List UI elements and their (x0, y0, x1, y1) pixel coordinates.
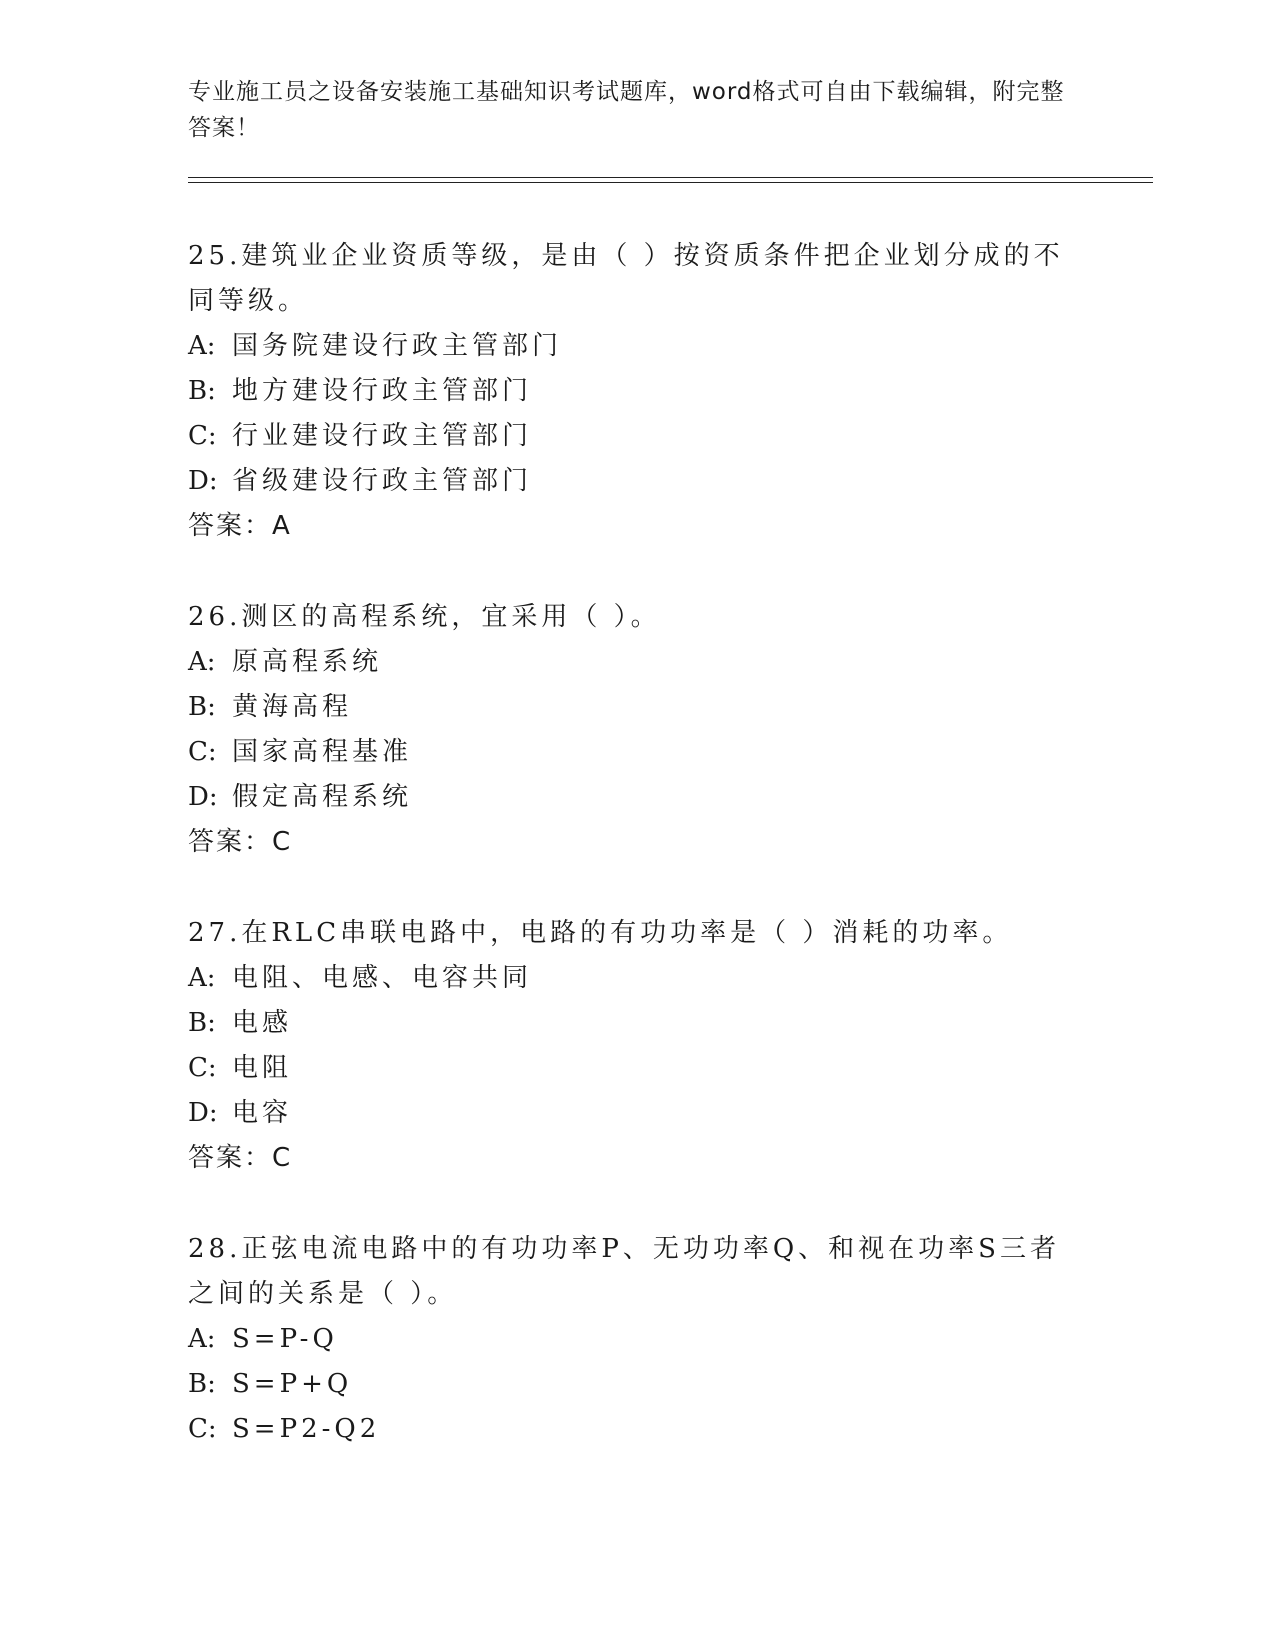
option-b (188, 1001, 1068, 1046)
question-list (188, 234, 1068, 1498)
option-letter: D: (188, 466, 218, 496)
option-text: 国务院建设行政主管部门 (232, 331, 563, 361)
option-a (188, 956, 1068, 1001)
option-text: 国家高程基准 (232, 737, 413, 767)
option-b (188, 369, 1068, 414)
option-text: S=P+Q (232, 1369, 353, 1399)
option-d (188, 1091, 1068, 1136)
question-stem: 27.在RLC串联电路中，电路的有功功率是（ ）消耗的功率。 (188, 918, 1013, 948)
option-letter: A: (188, 1324, 216, 1354)
question-25 (188, 234, 1068, 549)
option-text: 行业建设行政主管部门 (232, 421, 533, 451)
option-text: 电感 (232, 1008, 293, 1038)
answer-line: 答案：C (188, 827, 293, 857)
option-letter: B: (188, 1008, 216, 1038)
option-text: 电阻、电感、电容共同 (232, 963, 533, 993)
option-letter: C: (188, 1414, 217, 1444)
option-letter: B: (188, 1369, 216, 1399)
answer-line: 答案：A (188, 511, 292, 541)
document-header: 专业施工员之设备安装施工基础知识考试题库，word格式可自由下载编辑，附完整答案！ (188, 79, 1065, 141)
option-c (188, 1046, 1068, 1091)
option-a (188, 324, 1068, 369)
question-27 (188, 911, 1068, 1181)
option-text: 地方建设行政主管部门 (232, 376, 533, 406)
header-divider-top (188, 177, 1153, 178)
option-letter: B: (188, 692, 216, 722)
question-stem: 28.正弦电流电路中的有功功率P、无功功率Q、和视在功率S三者之间的关系是（ ）。 (188, 1234, 1060, 1309)
header-divider-bottom (188, 182, 1153, 183)
question-stem: 26.测区的高程系统，宜采用（ ）。 (188, 602, 661, 632)
option-d (188, 459, 1068, 504)
question-stem: 25.建筑业企业资质等级，是由（ ）按资质条件把企业划分成的不同等级。 (188, 241, 1064, 316)
option-c (188, 414, 1068, 459)
option-letter: C: (188, 1053, 217, 1083)
option-text: S=P2-Q2 (232, 1414, 381, 1444)
question-26 (188, 595, 1068, 865)
option-letter: D: (188, 1098, 218, 1128)
option-letter: C: (188, 737, 217, 767)
option-text: S=P-Q (232, 1324, 338, 1354)
option-text: 黄海高程 (232, 692, 353, 722)
option-text: 电容 (232, 1098, 293, 1128)
option-letter: A: (188, 963, 216, 993)
option-text: 省级建设行政主管部门 (232, 466, 533, 496)
option-a (188, 1317, 1068, 1362)
option-letter: D: (188, 782, 218, 812)
option-b (188, 685, 1068, 730)
option-b (188, 1362, 1068, 1407)
option-letter: A: (188, 647, 216, 677)
option-letter: A: (188, 331, 216, 361)
option-text: 原高程系统 (232, 647, 383, 677)
option-letter: B: (188, 376, 216, 406)
option-c (188, 1407, 1068, 1452)
option-text: 电阻 (232, 1053, 293, 1083)
option-a (188, 640, 1068, 685)
answer-line: 答案：C (188, 1143, 293, 1173)
question-28 (188, 1227, 1068, 1452)
option-letter: C: (188, 421, 217, 451)
option-d (188, 775, 1068, 820)
option-c (188, 730, 1068, 775)
option-text: 假定高程系统 (232, 782, 413, 812)
